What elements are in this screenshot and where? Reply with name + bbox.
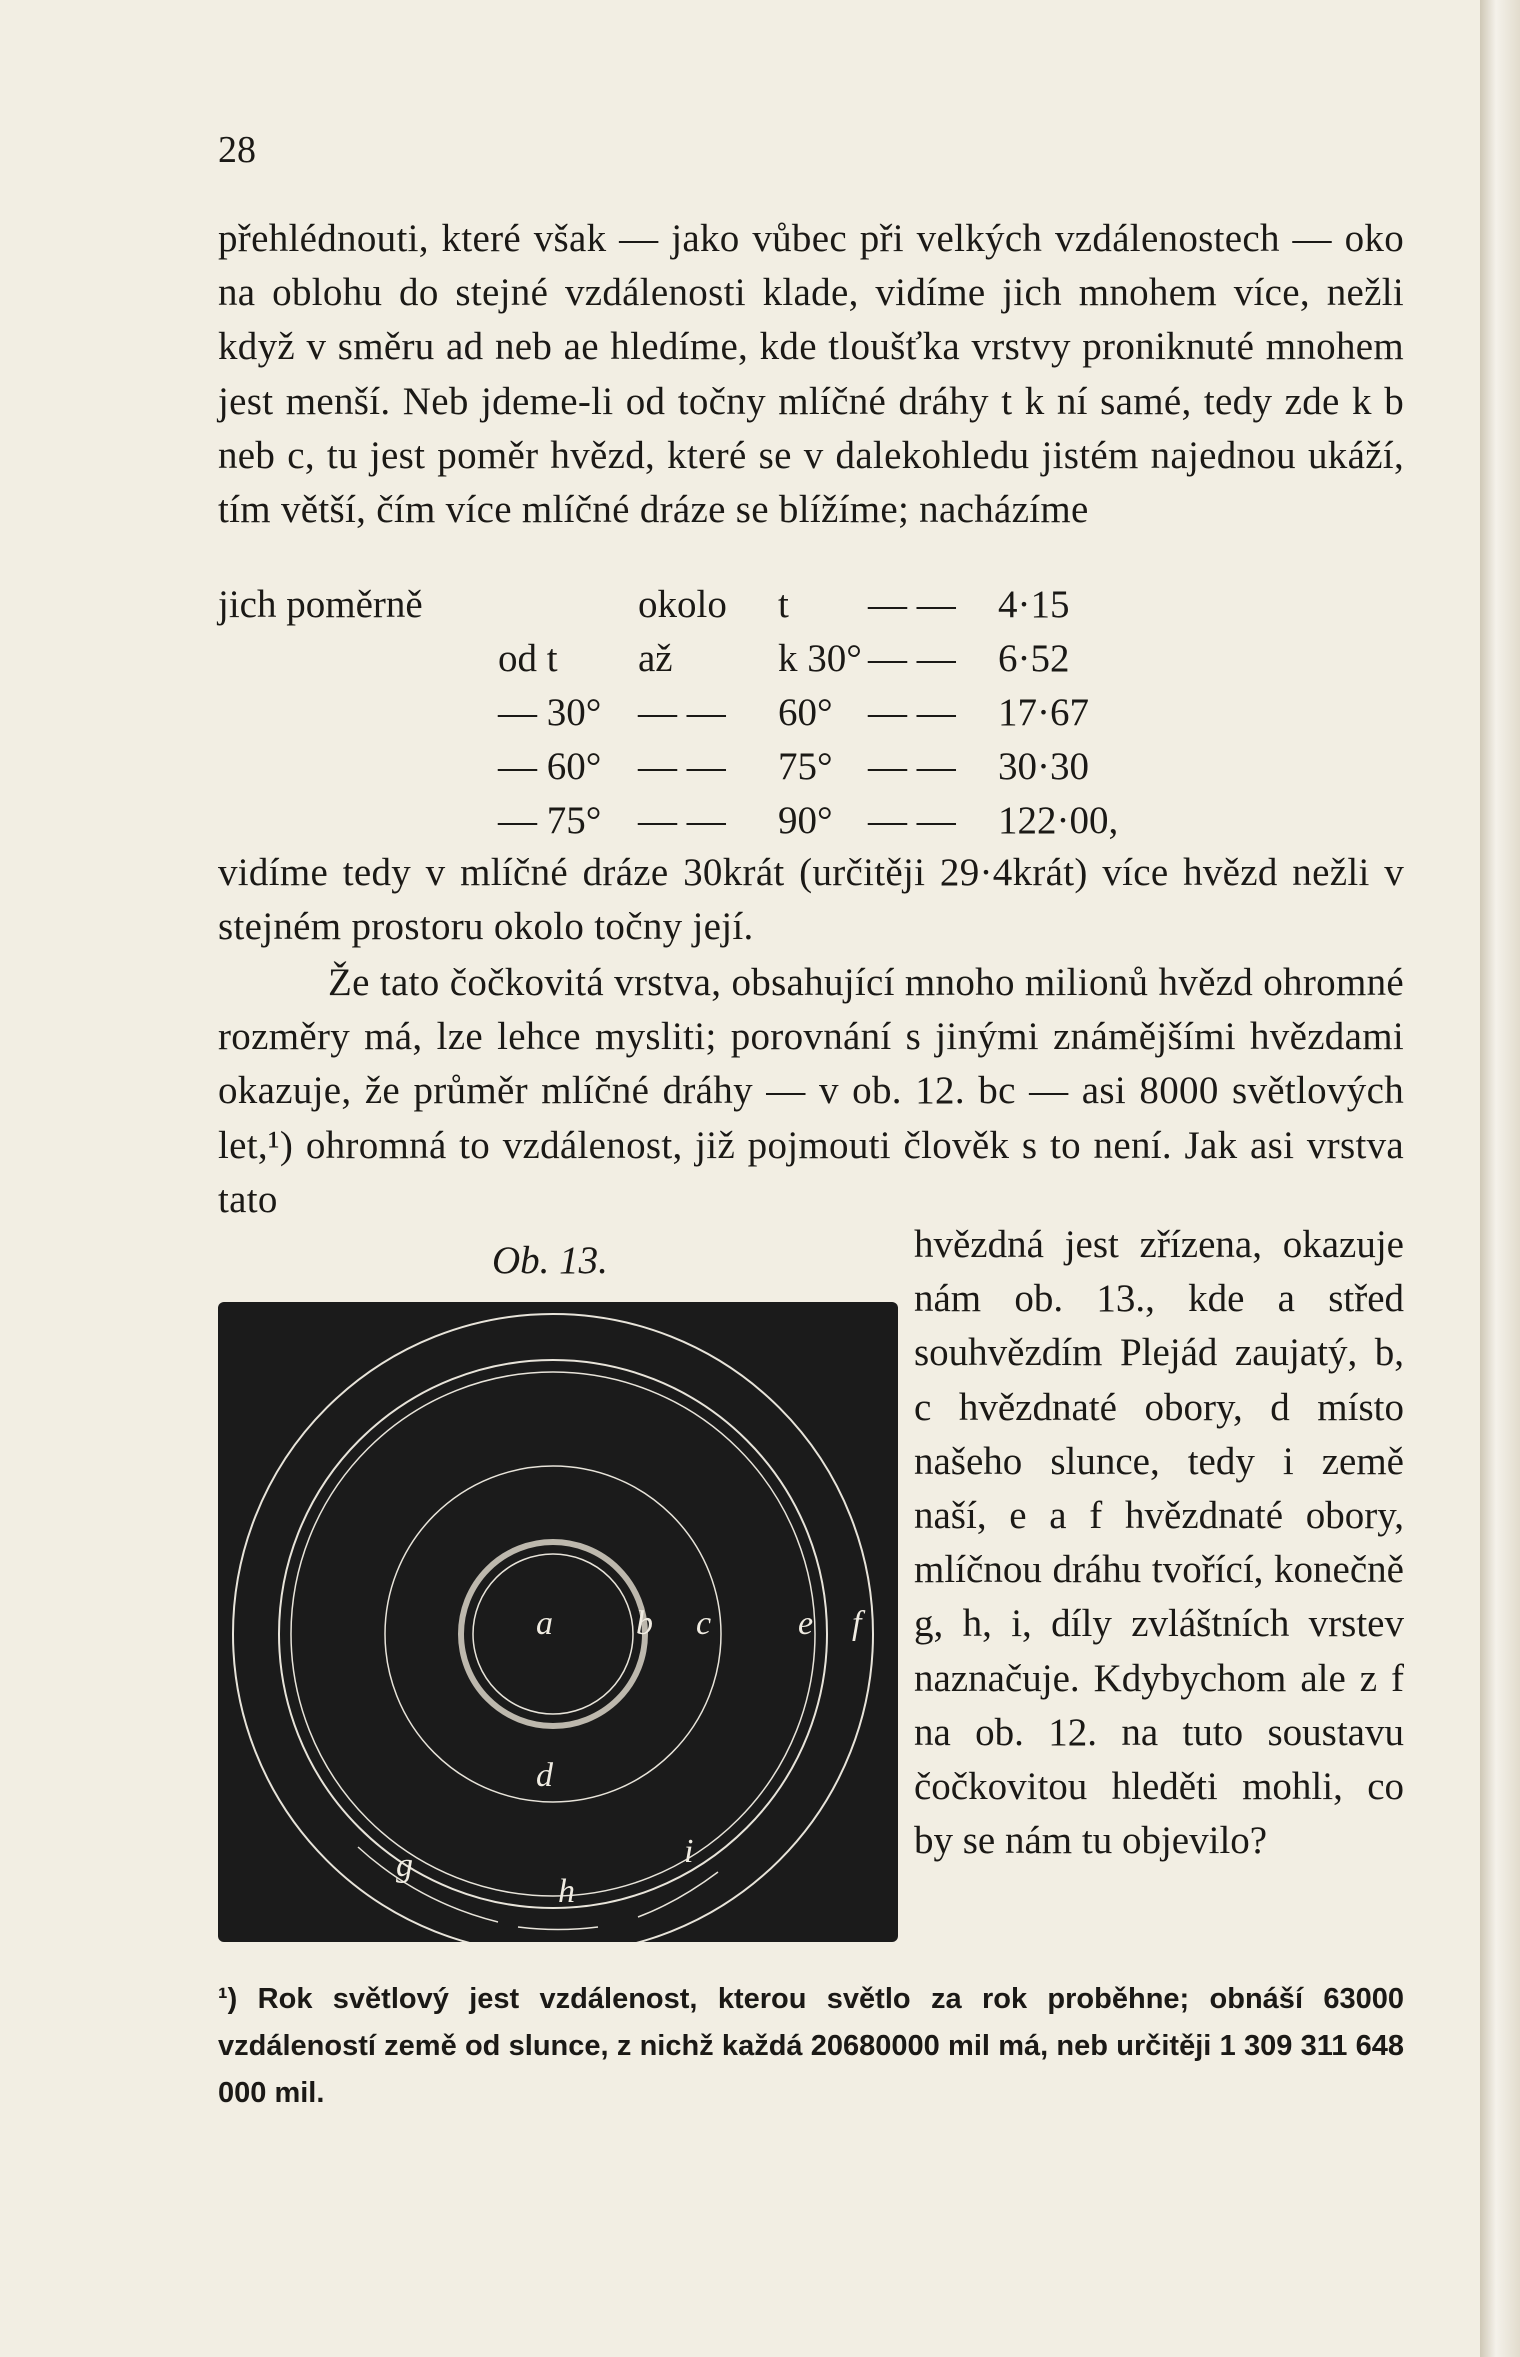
page-edge-shadow (1480, 0, 1520, 2357)
figure-side-text: hvězdná jest zřízena, okazuje nám ob. 13., kde a střed souhvězdím Plejád zaujatý, b, c hvězdnaté obory, d místo našeho slunce, tedy i země naší, e a f hvězdnaté obory, mlíčnou dráhu tvořící, konečně g, h, i, díly zvláštních vrstev naznačuje. Kdybychom ale z f na ob. 12. na tuto soustavu čočkovitou hleděti mohli, co by se nám tu objevilo? (914, 1223, 1404, 1863)
paragraph-2: vidíme tedy v mlíčné dráze 30krát (určitěji 29·4krát) více hvězd nežli v stejném prostoru okolo točny její. (218, 851, 1404, 949)
table-row (218, 686, 1404, 740)
table-row (218, 632, 1404, 686)
footnote: ¹) Rok světlový jest vzdálenost, kterou světlo za rok proběhne; obnáší 63000 vzdáleností země od slunce, z nichž každá 20680000 mil má, neb určitěji 1 309 311 648 000 mil. (218, 1983, 1404, 2109)
table-row (218, 794, 1404, 848)
label-c: c (696, 1605, 712, 1642)
table-row (218, 578, 1404, 632)
row-value: 4·15 (998, 583, 1070, 626)
row-mid: okolo (638, 583, 727, 626)
row-mid: až (638, 637, 673, 680)
row-from: — 60° (498, 745, 602, 788)
label-b: b (636, 1605, 653, 1642)
row-from: — 30° (498, 691, 602, 734)
row-mid: — — (638, 799, 726, 842)
row-mid: — — (638, 745, 726, 788)
ring-outer-f (233, 1314, 873, 1942)
row-from: od t (498, 637, 558, 680)
row-to: t (778, 583, 789, 626)
figure-13-diagram (218, 1302, 898, 1942)
row-from: — 75° (498, 799, 602, 842)
row-to: 75° (778, 745, 833, 788)
page-number: 28 (218, 129, 256, 171)
row-mid: — — (638, 691, 726, 734)
label-i: i (684, 1833, 694, 1870)
paragraph-1: přehlédnouti, které však — jako vůbec při velkých vzdálenostech — oko na oblohu do stejné vzdálenosti klade, vidíme jich mnohem více, nežli když v směru ad neb ae hledíme, kde tloušťka vrstvy proniknuté mnohem jest menší. Neb jdeme-li od točny mlíčné dráhy t k ní samé, tedy zde k b neb c, tu jest poměr hvězd, které se v dalekohledu jistém najednou ukáží, tím větší, čím více mlíčné dráze se blížíme; nacházíme (218, 217, 1404, 532)
row-lead: jich poměrně (218, 583, 423, 626)
figure-caption: Ob. 13. (492, 1239, 608, 1282)
label-g: g (396, 1847, 413, 1884)
row-value: 6·52 (998, 637, 1070, 680)
row-dash: — — (868, 745, 956, 788)
paragraph-3: Že tato čočkovitá vrstva, obsahující mnoho milionů hvězd ohromné rozměry má, lze lehce mysliti; porovnání s jinými známějšími hvězdami okazuje, že průměr mlíčné dráhy — v ob. 12. bc — asi 8000 světlových let,¹) ohromná to vzdálenost, již pojmouti člověk s to není. Jak asi vrstva tato (218, 961, 1404, 1221)
ring-e-inner (291, 1372, 815, 1896)
label-a: a (536, 1605, 553, 1642)
row-dash: — — (868, 691, 956, 734)
row-dash: — — (868, 583, 956, 626)
row-to: 90° (778, 799, 833, 842)
ring-b-inner (473, 1554, 633, 1714)
ring-b (461, 1542, 645, 1726)
label-d: d (536, 1757, 553, 1794)
table-row (218, 740, 1404, 794)
galaxy-rings-svg (218, 1302, 898, 1942)
label-e: e (798, 1605, 814, 1642)
row-value: 122·00, (998, 799, 1119, 842)
row-dash: — — (868, 799, 956, 842)
row-to: k 30° (778, 637, 862, 680)
row-value: 30·30 (998, 745, 1089, 788)
row-to: 60° (778, 691, 833, 734)
ring-c (385, 1466, 721, 1802)
row-value: 17·67 (998, 691, 1089, 734)
arc-h (518, 1927, 598, 1930)
row-dash: — — (868, 637, 956, 680)
label-h: h (558, 1873, 575, 1910)
label-f: f (852, 1605, 862, 1642)
ring-e (279, 1360, 827, 1908)
